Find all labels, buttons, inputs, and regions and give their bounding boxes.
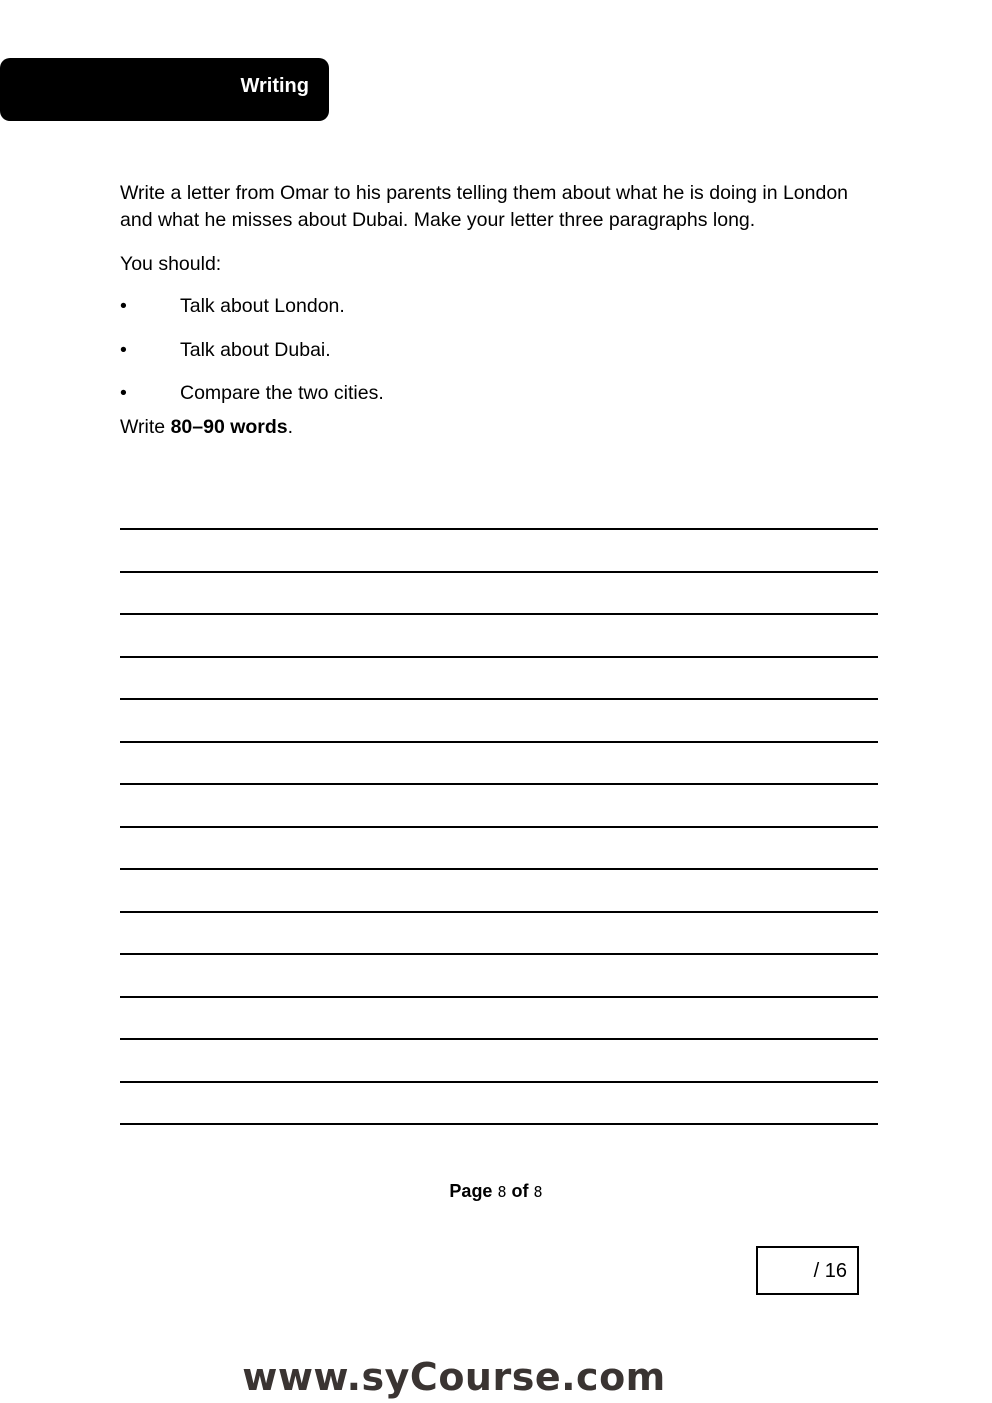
bullet-icon: •	[120, 382, 127, 404]
bullet-item	[120, 293, 880, 337]
score-box	[756, 1246, 859, 1295]
bullet-item	[120, 380, 880, 424]
answer-line[interactable]	[120, 571, 878, 573]
answer-line[interactable]	[120, 698, 878, 700]
section-tab	[0, 58, 329, 121]
bullet-icon: •	[120, 338, 127, 361]
bullet-icon: •	[120, 295, 127, 317]
bullet-text: Talk about Dubai.	[180, 338, 331, 361]
score-total: / 16	[813, 1260, 847, 1282]
task-prompt: Write a letter from Omar to his parents telling them about what he is doing in London and what he misses about Dubai. Make your letter three paragraphs long.	[120, 182, 849, 231]
section-title: Writing	[240, 75, 309, 97]
answer-line[interactable]	[120, 1081, 878, 1083]
answer-line[interactable]	[120, 1038, 878, 1040]
answer-line[interactable]	[120, 953, 878, 955]
answer-line[interactable]	[120, 868, 878, 870]
answer-line[interactable]	[120, 783, 878, 785]
page-number: Page 8 of 8	[449, 1181, 543, 1201]
bullet-item	[120, 337, 880, 381]
you-should-label: You should:	[120, 253, 222, 275]
answer-line[interactable]	[120, 826, 878, 828]
word-count-range: 80–90 words	[170, 415, 288, 438]
watermark: www.syCourse.com	[242, 1355, 666, 1399]
answer-line[interactable]	[120, 996, 878, 998]
instructions	[120, 180, 880, 441]
bullet-text: Talk about London.	[180, 295, 345, 317]
word-count-instruction: Write 80–90 words.	[120, 415, 294, 438]
answer-lines[interactable]	[120, 528, 878, 1166]
answer-line[interactable]	[120, 528, 878, 530]
bullet-text: Compare the two cities.	[180, 382, 384, 404]
bullet-list	[120, 293, 880, 424]
answer-line[interactable]	[120, 613, 878, 615]
answer-line[interactable]	[120, 1123, 878, 1125]
answer-line[interactable]	[120, 656, 878, 658]
answer-line[interactable]	[120, 741, 878, 743]
answer-line[interactable]	[120, 911, 878, 913]
